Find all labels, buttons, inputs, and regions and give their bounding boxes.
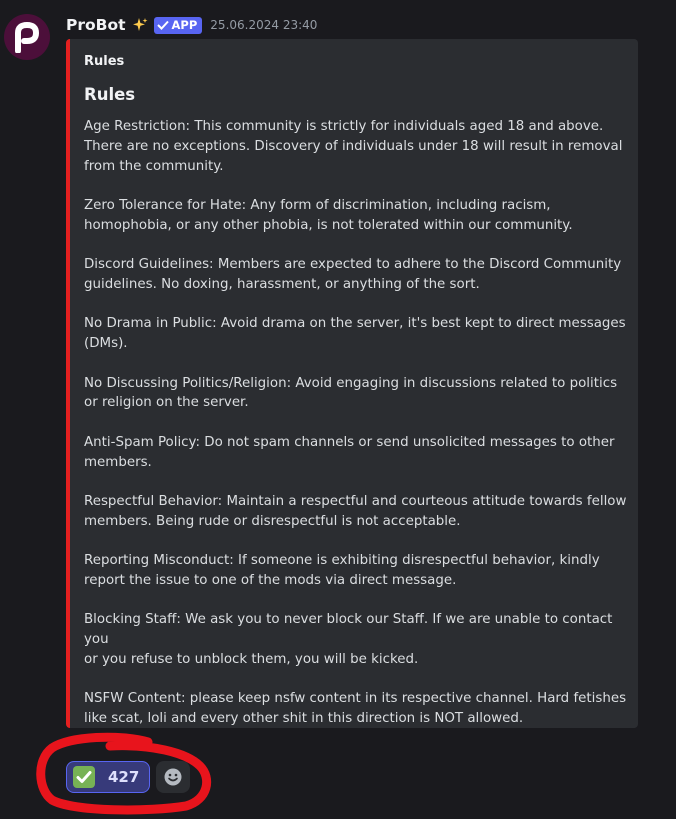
rule-no-politics-religion: No Discussing Politics/Religion: Avoid engaging in discussions related to politics or religion on the server. <box>84 375 618 411</box>
sparkle-icon <box>132 17 148 33</box>
app-badge-label: APP <box>171 18 198 32</box>
white-check-mark-icon <box>73 766 95 788</box>
rule-discord-guidelines: Discord Guidelines: Members are expected to adhere to the Discord Community guidelines. No doxing, harassment, or anything of the sort. <box>84 257 622 292</box>
timestamp[interactable]: 25.06.2024 23:40 <box>210 18 318 32</box>
rule-blocking-staff: Blocking Staff: We ask you to never block our Staff. If we are unable to contact you or you refuse to unblock them, you will be kicked. <box>84 612 613 667</box>
reaction-count: 427 <box>108 768 140 786</box>
reactions-bar <box>66 761 190 793</box>
rule-anti-spam: Anti-Spam Policy: Do not spam channels or send unsolicited messages to other members. <box>84 434 615 470</box>
rule-no-drama: No Drama in Public: Avoid drama on the server, it's best kept to direct messages (DMs). <box>84 316 626 352</box>
embed-description <box>84 117 632 748</box>
add-reaction-icon <box>163 767 183 787</box>
rule-zero-tolerance: Zero Tolerance for Hate: Any form of discrimination, including racism, homophobia, or any other phobia, is not tolerated within our community. <box>84 197 573 233</box>
rules-embed <box>66 39 638 728</box>
check-reaction-button[interactable] <box>66 761 150 793</box>
rule-age-restriction: Age Restriction: This community is strictly for individuals aged 18 and above. There are no exceptions. Discovery of individuals under 18 will result in removal from the community. <box>84 119 623 174</box>
rule-respectful-behavior: Respectful Behavior: Maintain a respectful and courteous attitude towards fellow members. Being rude or disrespectful is not acceptable. <box>84 493 627 529</box>
add-reaction-button[interactable] <box>156 761 190 793</box>
probot-logo-icon <box>13 21 41 53</box>
username[interactable]: ProBot <box>66 16 126 34</box>
verified-check-icon <box>157 20 169 30</box>
rule-reporting-misconduct: Reporting Misconduct: If someone is exhibiting disrespectful behavior, kindly report the issue to one of the mods via direct message. <box>84 553 600 588</box>
rule-nsfw-content: NSFW Content: please keep nsfw content in its respective channel. Hard fetishes like scat, loli and every other shit in this direction is NOT allowed. <box>84 691 627 727</box>
avatar[interactable] <box>4 14 50 60</box>
embed-author: Rules <box>84 54 125 69</box>
embed-title: Rules <box>84 85 136 104</box>
app-badge <box>154 17 203 34</box>
message-header <box>66 12 317 38</box>
